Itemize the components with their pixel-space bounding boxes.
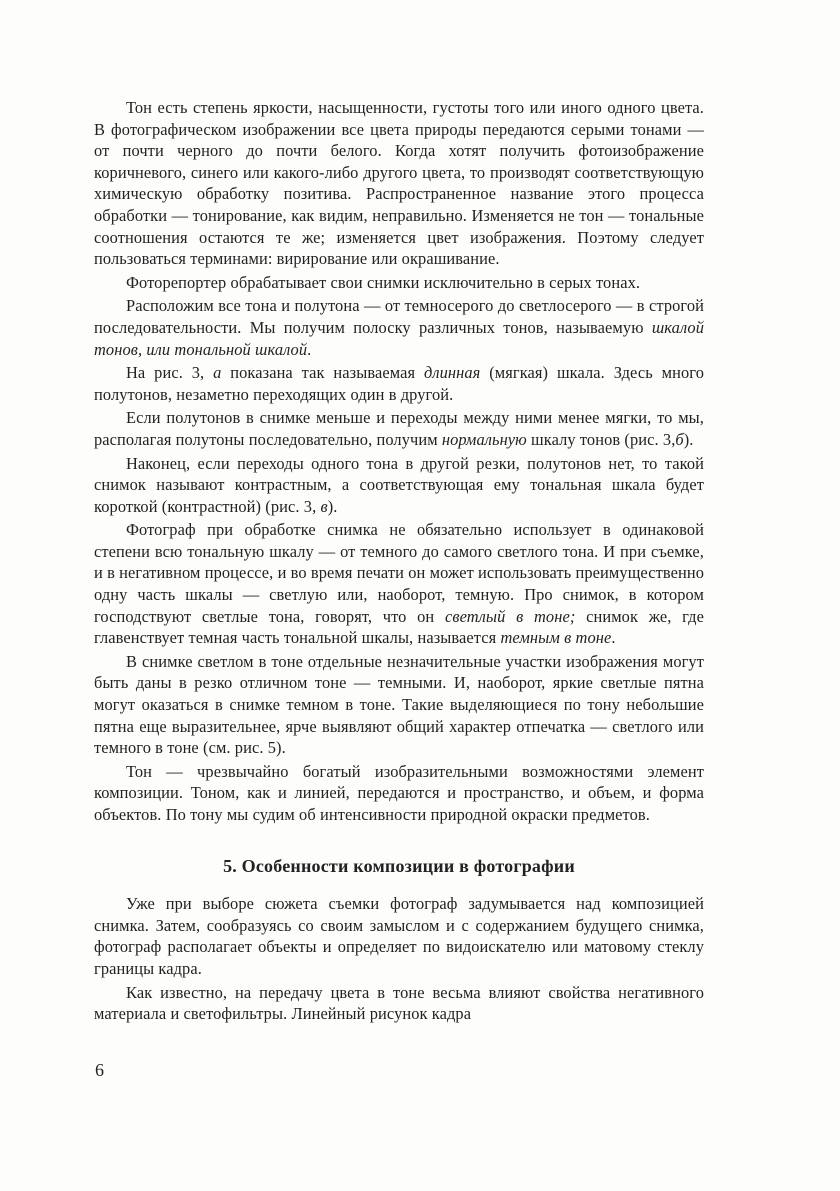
paragraph-p6 [94, 453, 704, 518]
italic-term: б [675, 429, 684, 449]
paragraph-p10 [94, 893, 704, 979]
italic-term: светлый в тоне; [444, 606, 576, 626]
text-run: ). [683, 429, 694, 449]
text-run: Уже при выборе сюжета съемки фотограф задумывается над композицией снимка. Затем, сообразуясь со своим замыслом и с содержанием будущего снимка, фотограф располагает объекты и определяет по видоискателю или матовому стеклу границы кадра. [94, 894, 704, 978]
paragraphs-before-heading [94, 97, 704, 826]
italic-term: шкалой тонов, или тональной шкалой [94, 317, 704, 359]
text-run: Фотограф при обработке снимка не обязательно использует в одинаковой степени всю тональную шкалу — от темного до самого светлого тона. И при съемке, и в негативном процессе, и во время печати он может использовать преимущественно одну часть шкалы — светлую или, наоборот, темную. Про снимок, в котором господствуют светлые тона, говорят, что он [94, 520, 704, 626]
text-run: показана так называемая [221, 363, 424, 383]
text-run: (мягкая) шкала. Здесь много полутонов, незаметно переходящих один в другой. [94, 363, 704, 404]
paragraph-p3 [94, 295, 704, 360]
paragraph-p1 [94, 97, 704, 270]
section-heading: 5. Особенности композиции в фотографии [223, 855, 575, 876]
text-run: ). [327, 496, 338, 516]
page-number: 6 [95, 1060, 104, 1080]
text-run: шкалу тонов (рис. 3, [526, 429, 676, 449]
text-run: Фоторепортер обрабатывает свои снимки исключительно в серых тонах. [126, 272, 641, 292]
text-run: . [307, 339, 312, 359]
text-run: В снимке светлом в тоне отдельные незначительные участки изображения могут быть даны в резко отличном тоне — темными. И, наоборот, яркие светлые пятна могут оказаться в снимке темном в тоне. Такие выделяющиеся по тону небольшие пятна еще выразительнее, ярче выявляют общий характер отпечатка — светлого или темного в тоне (см. рис. 5). [94, 651, 704, 758]
text-run: Расположим все тона и полутона — от темносерого до светлосерого — в строгой последовательности. Мы получим полоску различных тонов, называемую [94, 296, 704, 337]
text-run: На рис. 3, [126, 363, 214, 383]
text-run: Если полутонов в снимке меньше и переходы между ними менее мягки, то мы, располагая полутоны последовательно, получим [94, 408, 704, 449]
paragraph-p5 [94, 407, 704, 450]
paragraphs-after-heading [94, 893, 704, 1025]
italic-term: а [213, 363, 222, 383]
paragraph-p7 [94, 519, 704, 649]
italic-term: нормальную [441, 429, 527, 449]
italic-term: темным в тоне [500, 628, 612, 648]
paragraph-p2 [94, 272, 704, 294]
text-run: Тон есть степень яркости, насыщенности, густоты того или иного одного цвета. В фотографическом изображении все цвета природы передаются серыми тонами — от почти черного до почти белого. Когда хотят получить фотоизображение коричневого, синего или какого-либо другого цвета, то производят соответствующую химическую обработку позитива. Распространенное название этого процесса обработки — тонирование, как видим, неправильно. Изменяется не тон — тональные соотношения остаются те же; изменяется цвет изображения. Поэтому следует пользоваться терминами: вирирование или окрашивание. [94, 98, 704, 269]
paragraph-p8 [94, 651, 704, 759]
text-run: снимок же, где главенствует темная часть тональной шкалы, называется [94, 606, 704, 648]
paragraph-p9 [94, 761, 704, 826]
text-run: Тон — чрезвычайно богатый изобразительными возможностями элемент композиции. Тоном, как и линией, передаются и пространство, и объем, и форма объектов. По тону мы судим об интенсивности природной окраски предметов. [94, 761, 704, 824]
italic-term: длинная [423, 363, 481, 383]
text-run: Как известно, на передачу цвета в тоне весьма влияют свойства негативного материала и светофильтры. Линейный рисунок кадра [94, 982, 704, 1024]
text-run: Наконец, если переходы одного тона в другой резки, полутонов нет, то такой снимок называют контрастным, а соответствующая ему тональная шкала будет короткой (контрастной) (рис. 3, [94, 453, 704, 516]
italic-term: в [320, 496, 328, 516]
text-run: . [611, 628, 616, 648]
paragraph-p4 [94, 362, 704, 405]
page-text [94, 97, 704, 1025]
paragraph-p11 [94, 982, 704, 1025]
